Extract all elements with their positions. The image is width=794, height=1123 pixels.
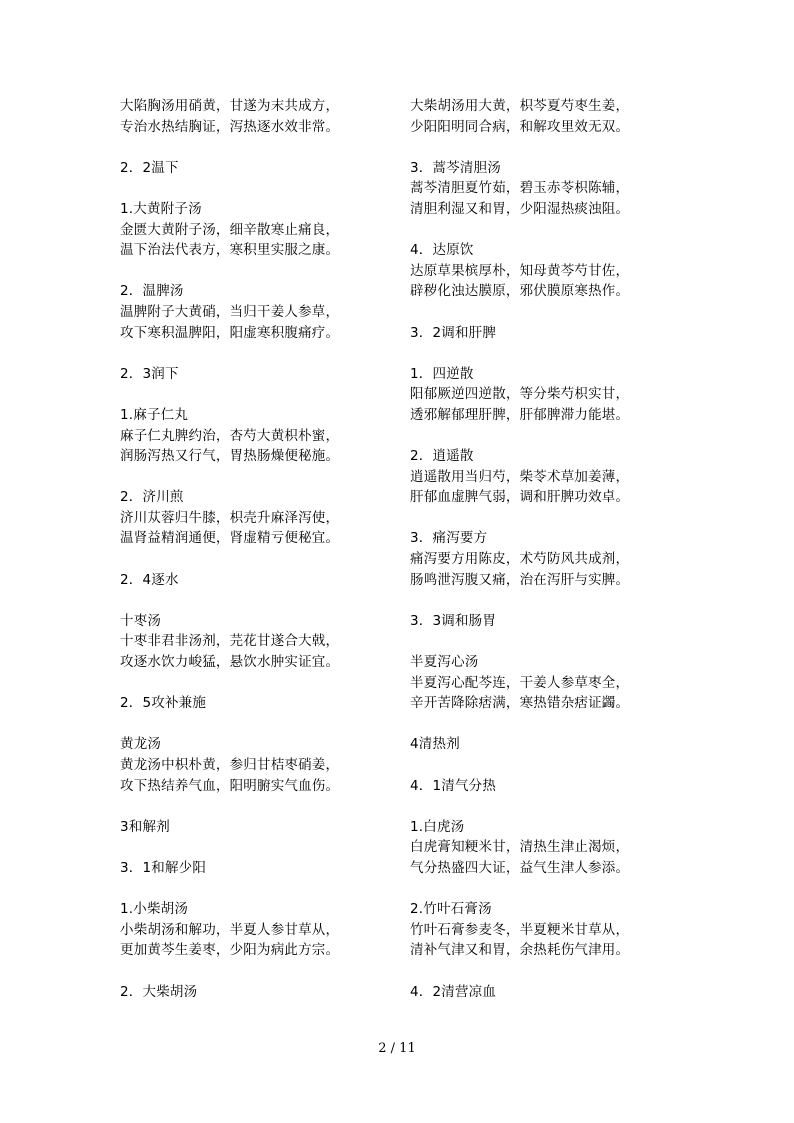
left-text-line: 2．3润下 — [120, 365, 179, 382]
left-blank-line — [120, 261, 370, 282]
right-text-line: 4．1清气分热 — [410, 777, 497, 794]
left-blank-line — [120, 137, 370, 158]
left-text-line: 麻子仁丸脾约治，杏芍大黄枳朴蜜， — [120, 427, 340, 444]
right-blank-line — [410, 590, 660, 611]
left-text-line: 十枣非君非汤剂，芫花甘遂合大戟， — [120, 633, 340, 650]
left-text-line: 3．1和解少阳 — [120, 859, 207, 876]
right-text-line: 半夏泻心汤 — [410, 654, 479, 671]
right-text-line: 肝郁血虚脾气弱，调和肝脾功效卓。 — [410, 489, 630, 506]
right-text-line: 2.竹叶石膏汤 — [410, 901, 492, 918]
left-blank-line — [120, 714, 370, 735]
left-text-column — [120, 96, 370, 1002]
left-text-line: 金匮大黄附子汤，细辛散寒止痛良， — [120, 221, 340, 238]
right-text-line: 3．2调和肝脾 — [410, 324, 497, 341]
page-number: 2 / 11 — [378, 1041, 416, 1056]
right-text-line: 白虎膏知粳米甘，清热生津止渴烦， — [410, 839, 630, 856]
right-blank-line — [410, 508, 660, 529]
right-blank-line — [410, 137, 660, 158]
right-blank-line — [410, 426, 660, 447]
right-blank-line — [410, 631, 660, 652]
right-text-line: 1．四逆散 — [410, 365, 474, 382]
right-text-line: 大柴胡汤用大黄，枳芩夏芍枣生姜， — [410, 98, 630, 114]
left-text-line: 更加黄芩生姜枣，少阳为病此方宗。 — [120, 942, 340, 959]
left-blank-line — [120, 961, 370, 982]
right-text-line: 逍遥散用当归芍，柴苓术草加姜薄， — [410, 468, 630, 485]
left-text-line: 攻逐水饮力峻猛，悬饮水肿实证宜。 — [120, 654, 340, 671]
left-text-line: 2．2温下 — [120, 159, 179, 176]
right-text-line: 半夏泻心配芩连，干姜人参草枣全， — [410, 674, 630, 691]
right-blank-line — [410, 714, 660, 735]
right-text-line: 肠鸣泄泻腹又痛，治在泻肝与实脾。 — [410, 571, 630, 588]
right-text-line: 竹叶石膏参麦冬，半夏粳米甘草从， — [410, 921, 630, 938]
right-text-line: 达原草果槟厚朴，知母黄芩芍甘佐， — [410, 262, 630, 279]
left-blank-line — [120, 467, 370, 488]
left-text-line: 温下治法代表方，寒积里实服之康。 — [120, 242, 340, 259]
right-blank-line — [410, 343, 660, 364]
left-text-line: 十枣汤 — [120, 612, 162, 629]
left-text-line: 小柴胡汤和解功，半夏人参甘草从， — [120, 921, 340, 938]
left-text-line: 润肠泻热又行气，胃热肠燥便秘施。 — [120, 448, 340, 465]
left-text-line: 攻下热结养气血，阳明腑实气血伤。 — [120, 777, 340, 794]
left-blank-line — [120, 343, 370, 364]
right-text-line: 2．逍遥散 — [410, 448, 474, 465]
right-text-line: 4．达原饮 — [410, 242, 474, 259]
left-text-line: 2．大柴胡汤 — [120, 983, 198, 1000]
left-text-line: 2．4逐水 — [120, 571, 179, 588]
left-blank-line — [120, 590, 370, 611]
right-text-line: 清胆利湿又和胃，少阳湿热痰浊阻。 — [410, 200, 630, 217]
left-text-line: 专治水热结胸证，泻热逐水效非常。 — [120, 118, 340, 135]
left-text-line: 2．济川煎 — [120, 489, 184, 506]
left-text-line: 1.大黄附子汤 — [120, 200, 202, 217]
right-text-line: 透邪解郁理肝脾，肝郁脾滞力能堪。 — [410, 406, 630, 423]
right-text-line: 辟秽化浊达膜原，邪伏膜原寒热作。 — [410, 283, 630, 300]
right-text-line: 3．3调和肠胃 — [410, 612, 497, 629]
right-blank-line — [410, 755, 660, 776]
left-text-line: 1.麻子仁丸 — [120, 406, 189, 423]
left-text-line: 温脾附子大黄硝，当归干姜人参草， — [120, 303, 340, 320]
left-text-line: 黄龙汤中枳朴黄，参归甘桔枣硝姜， — [120, 757, 340, 773]
left-text-line: 攻下寒积温脾阳，阳虚寒积腹痛疗。 — [120, 324, 340, 341]
right-text-line: 少阳阳明同合病，和解攻里效无双。 — [410, 118, 630, 135]
right-text-line: 辛开苦降除痞满，寒热错杂痞证蠲。 — [410, 695, 630, 712]
right-blank-line — [410, 961, 660, 982]
right-blank-line — [410, 879, 660, 900]
right-text-line: 清补气津又和胃，余热耗伤气津用。 — [410, 942, 630, 959]
left-blank-line — [120, 837, 370, 858]
left-text-line: 2．5攻补兼施 — [120, 695, 207, 712]
left-blank-line — [120, 549, 370, 570]
left-text-line: 2．温脾汤 — [120, 283, 184, 300]
left-text-line: 温肾益精润通便，肾虚精亏便秘宜。 — [120, 530, 340, 547]
right-text-line: 3．蒿芩清胆汤 — [410, 159, 501, 176]
left-blank-line — [120, 384, 370, 405]
right-text-line: 阳郁厥逆四逆散，等分柴芍枳实甘， — [410, 386, 630, 403]
left-text-line: 大陷胸汤用硝黄，甘遂为末共成方， — [120, 98, 340, 114]
right-blank-line — [410, 302, 660, 323]
left-text-line: 济川苁蓉归牛膝，枳壳升麻泽泻使， — [120, 509, 340, 526]
right-text-line: 蒿芩清胆夏竹茹，碧玉赤苓枳陈辅， — [410, 180, 630, 197]
right-blank-line — [410, 220, 660, 241]
left-blank-line — [120, 796, 370, 817]
left-text-line: 1.小柴胡汤 — [120, 901, 189, 918]
right-text-line: 痛泻要方用陈皮，术芍防风共成剂， — [410, 551, 630, 568]
right-text-column — [410, 96, 660, 1002]
right-text-line: 4．2清营凉血 — [410, 983, 497, 1000]
right-text-line: 3．痛泻要方 — [410, 530, 488, 547]
left-text-line: 3和解剂 — [120, 818, 170, 835]
left-blank-line — [120, 673, 370, 694]
right-blank-line — [410, 796, 660, 817]
left-text-line: 黄龙汤 — [120, 736, 162, 753]
right-text-line: 4清热剂 — [410, 736, 460, 753]
left-blank-line — [120, 879, 370, 900]
left-blank-line — [120, 178, 370, 199]
right-text-line: 1.白虎汤 — [410, 818, 465, 835]
right-text-line: 气分热盛四大证，益气生津人参添。 — [410, 859, 630, 876]
